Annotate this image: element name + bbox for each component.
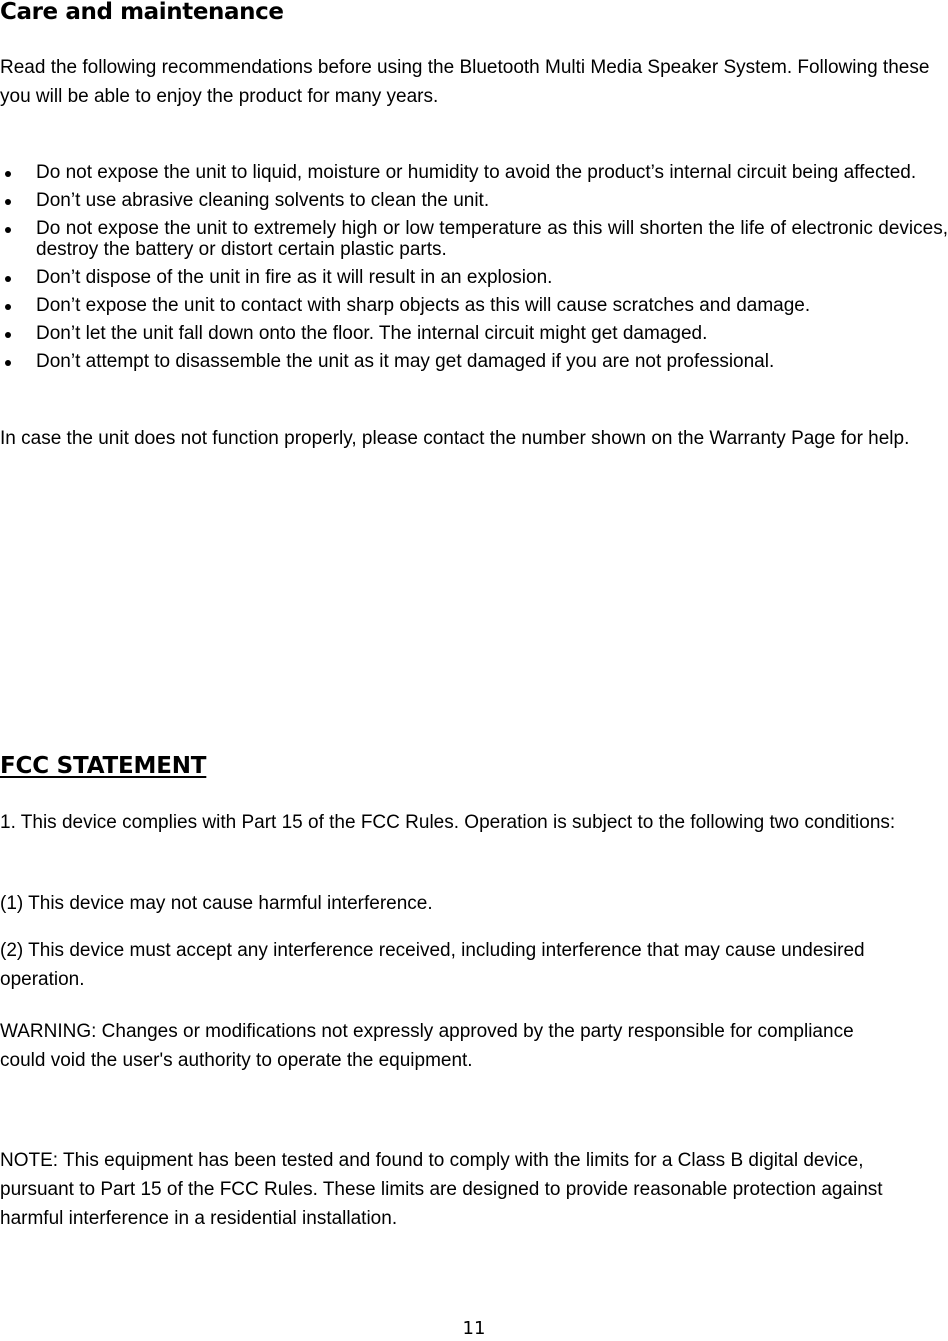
list-item: Do not expose the unit to extremely high or low temperature as this will shorten the life of electronic devices, destroy the battery or distort certain plastic parts. [0,218,948,260]
fcc-statement-heading: FCC STATEMENT [0,753,207,779]
fcc-compliance-paragraph: 1. This device complies with Part 15 of the FCC Rules. Operation is subject to the following two conditions: [0,812,896,833]
care-contact-paragraph: In case the unit does not function properly, please contact the number shown on the Warranty Page for help. [0,428,910,449]
bullet-icon [5,199,11,205]
bullet-icon [5,360,11,366]
care-maintenance-heading: Care and maintenance [0,0,284,25]
fcc-condition-1: (1) This device may not cause harmful interference. [0,893,433,914]
bullet-icon [5,227,11,233]
fcc-condition-2: (2) This device must accept any interference received, including interference that may cause undesired operation. [0,940,865,990]
care-recommendations-list [0,162,948,379]
bullet-icon [5,304,11,310]
care-intro-paragraph: Read the following recommendations before using the Bluetooth Multi Media Speaker System. Following these you will be able to enjoy the product for many years. [0,57,930,107]
fcc-warning-paragraph: WARNING: Changes or modifications not expressly approved by the party responsible for compliance could void the user's authority to operate the equipment. [0,1021,854,1071]
list-item: Don’t expose the unit to contact with sharp objects as this will cause scratches and damage. [0,295,948,316]
list-item: Don’t use abrasive cleaning solvents to clean the unit. [0,190,948,211]
bullet-icon [5,171,11,177]
list-item: Don’t attempt to disassemble the unit as it may get damaged if you are not professional. [0,351,948,372]
bullet-icon [5,276,11,282]
list-item: Don’t let the unit fall down onto the floor. The internal circuit might get damaged. [0,323,948,344]
page-number: 11 [462,1318,486,1339]
list-item: Don’t dispose of the unit in fire as it will result in an explosion. [0,267,948,288]
bullet-icon [5,332,11,338]
fcc-note-paragraph: NOTE: This equipment has been tested and found to comply with the limits for a Class B digital device, pursuant to Part 15 of the FCC Rules. These limits are designed to provide reasonable protection against harmful interference in a residential installation. [0,1150,883,1229]
list-item: Do not expose the unit to liquid, moisture or humidity to avoid the product’s internal circuit being affected. [0,162,948,183]
